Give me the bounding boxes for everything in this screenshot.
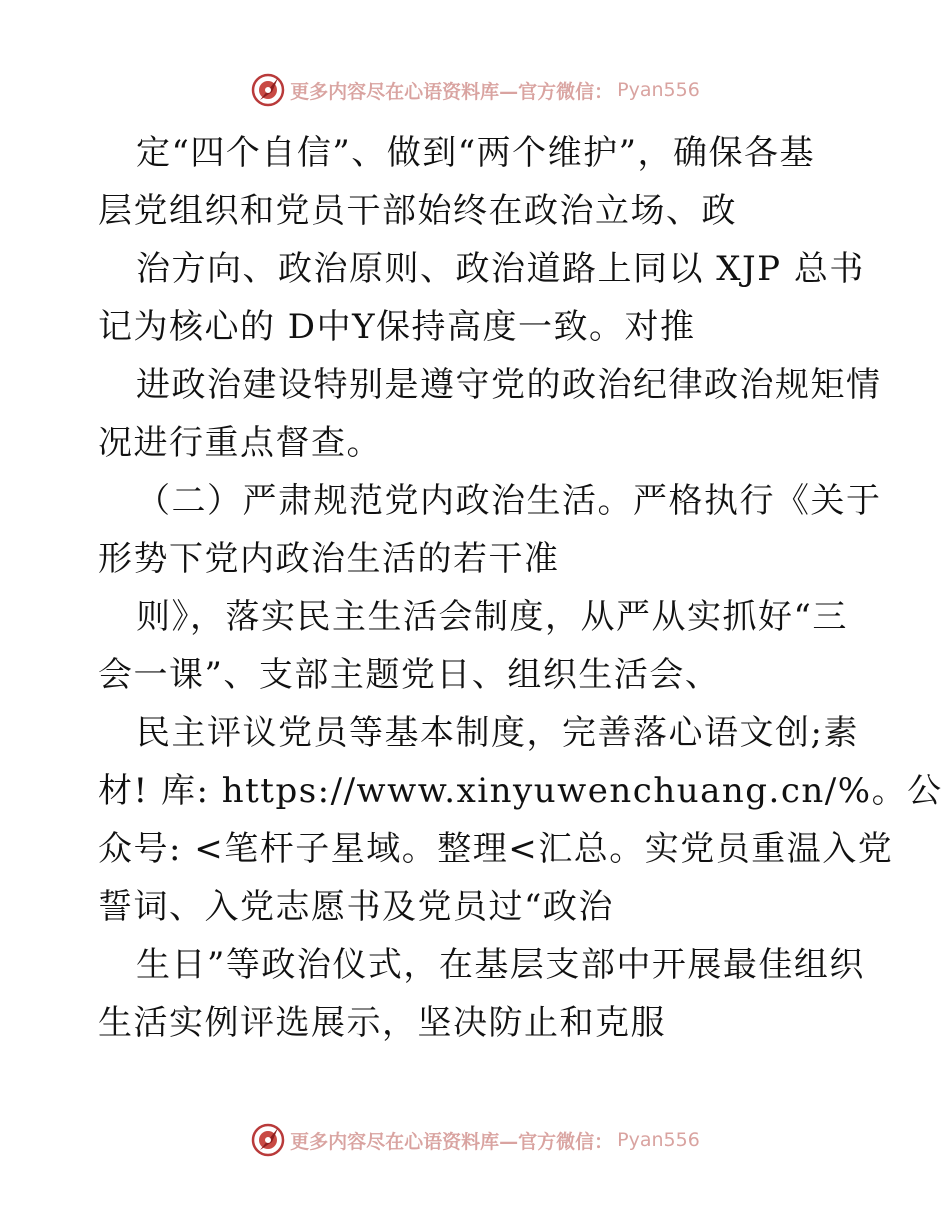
text-line: 定“四个自信”、做到“两个维护”，确保各基 [136, 133, 816, 173]
text-line: 生活实例评选展示，坚决防止和克服 [98, 1003, 666, 1043]
text-line: （二）严肃规范党内政治生活。严格执行《关于 [136, 481, 882, 521]
text-line: 众号: <笔杆子星域。整理<汇总。实党员重温入党 [98, 829, 894, 869]
text-line: 生日”等政治仪式，在基层支部中开展最佳组织 [136, 945, 865, 985]
footer-watermark-text: 更多内容尽在心语资料库—官方微信： [290, 1130, 614, 1153]
text-line: 记为核心的 D中Y保持高度一致。对推 [98, 307, 696, 347]
text-line: 层党组织和党员干部始终在政治立场、政 [98, 191, 737, 231]
text-line: 誓词、入党志愿书及党员过“政治 [98, 887, 614, 927]
text-line: 会一课”、支部主题党日、组织生活会、 [98, 655, 721, 695]
footer-watermark-contact: Pyan556 [617, 1129, 700, 1151]
text-line: 形势下党内政治生活的若干准 [98, 539, 560, 579]
quill-logo-icon [250, 72, 286, 108]
text-line: 民主评议党员等基本制度，完善落心语文创;素 [136, 713, 859, 753]
document-body [98, 124, 943, 1052]
footer-watermark [0, 1120, 950, 1160]
header-watermark [0, 70, 950, 110]
text-line: 材! 库: https://www.xinyuwenchuang.cn/%。公 [98, 771, 943, 811]
text-line: 治方向、政治原则、政治道路上同以 XJP 总书 [136, 249, 865, 289]
header-watermark-text: 更多内容尽在心语资料库—官方微信： [290, 80, 614, 103]
text-line: 况进行重点督查。 [98, 423, 382, 463]
header-watermark-contact: Pyan556 [617, 79, 700, 101]
text-line: 进政治建设特别是遵守党的政治纪律政治规矩情 [136, 365, 882, 405]
quill-logo-icon [250, 1122, 286, 1158]
text-line: 则》，落实民主生活会制度，从严从实抓好“三 [136, 597, 848, 637]
